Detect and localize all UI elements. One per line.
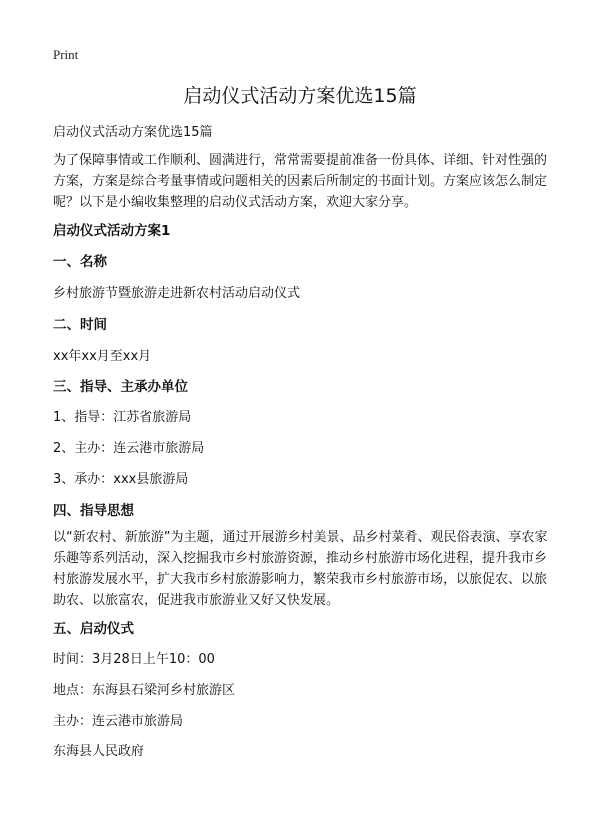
unit-line: 2、主办：连云港市旅游局 xyxy=(53,441,205,456)
name-text: 乡村旅游节暨旅游走进新农村活动启动仪式 xyxy=(53,286,301,301)
document-subtitle: 启动仪式活动方案优选15篇 xyxy=(53,125,213,140)
section-heading-name: 一、名称 xyxy=(53,254,107,270)
plan-heading: 启动仪式活动方案1 xyxy=(53,223,171,239)
ceremony-line: 东海县人民政府 xyxy=(53,744,145,759)
section-heading-ceremony: 五、启动仪式 xyxy=(53,621,134,637)
unit-line: 3、承办：xxx县旅游局 xyxy=(53,472,189,487)
section-heading-units: 三、指导、主承办单位 xyxy=(53,379,188,395)
time-text: xx年xx月至xx月 xyxy=(53,349,152,364)
section-heading-guiding: 四、指导思想 xyxy=(53,503,134,519)
guiding-paragraph: 以“新农村、新旅游”为主题，通过开展游乡村美景、品乡村菜肴、观民俗表演、享农家乐趣等系列活动，深入挖掘我市乡村旅游资源，推动乡村旅游市场化进程，提升我市乡村旅游发展水平，扩大我市乡村旅游影响力，繁荣我市乡村旅游市场，以旅促农、以旅助农、以旅富农，促进我市旅游业又好又快发展。 xyxy=(53,530,548,608)
ceremony-line: 时间：3月28日上午10：00 xyxy=(53,652,215,667)
unit-line: 1、指导：江苏省旅游局 xyxy=(53,410,192,425)
ceremony-line: 主办：连云港市旅游局 xyxy=(53,714,184,729)
ceremony-line: 地点：东海县石梁河乡村旅游区 xyxy=(53,683,236,698)
intro-paragraph: 为了保障事情或工作顺利、圆满进行，常常需要提前准备一份具体、详细、针对性强的方案，方案是综合考量事情或问题相关的因素后所制定的书面计划。方案应该怎么制定呢？以下是小编收集整理的启动仪式活动方案，欢迎大家分享。 xyxy=(53,153,548,210)
print-label: Print xyxy=(53,47,79,62)
document-title: 启动仪式活动方案优选15篇 xyxy=(183,85,417,107)
section-heading-time: 二、时间 xyxy=(53,317,107,333)
